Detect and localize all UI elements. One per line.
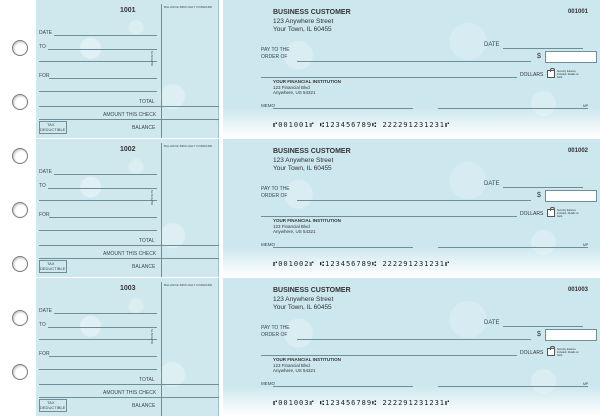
check-body xyxy=(223,0,600,138)
deductible-label: DEDUCTIBLE xyxy=(40,266,66,271)
balance-column xyxy=(161,143,219,277)
amount-this-check-label: AMOUNT THIS CHECK xyxy=(103,390,157,396)
stub-total-line xyxy=(39,384,219,385)
amount-box[interactable] xyxy=(545,190,597,202)
micr-line: ⑈001001⑈ ⑆123456789⑆ 222291231231⑈ xyxy=(273,121,451,129)
padlock-icon xyxy=(547,348,555,356)
stub-number: 1001 xyxy=(120,7,136,14)
total-label: TOTAL xyxy=(139,377,155,383)
business-address-line1: 123 Anywhere Street xyxy=(273,18,334,25)
memo-line[interactable] xyxy=(273,247,413,248)
memo-label: MEMO xyxy=(261,381,275,386)
stub-for-line-2[interactable] xyxy=(39,369,157,370)
bank-name: YOUR FINANCIAL INSTITUTION xyxy=(273,218,341,223)
amount-words-line[interactable] xyxy=(261,216,517,217)
check-stub xyxy=(36,139,219,277)
stub-for-line[interactable] xyxy=(49,78,157,79)
binder-hole xyxy=(12,202,28,218)
deductible-label: DEDUCTIBLE xyxy=(40,127,66,132)
business-name: BUSINESS CUSTOMER xyxy=(273,9,351,16)
pay-to-label: PAY TO THE xyxy=(261,47,290,53)
balance-brought-forward-label: BALANCE BROUGHT FORWARD xyxy=(164,283,213,287)
signature-line[interactable] xyxy=(438,108,588,109)
pay-to-label: PAY TO THE xyxy=(261,325,290,331)
deposits-label: DEPOSITS xyxy=(150,328,154,344)
order-of-label: ORDER OF xyxy=(261,54,288,60)
binder-hole xyxy=(12,256,28,272)
check-row xyxy=(36,278,600,416)
mp-label: MP xyxy=(583,104,589,108)
stub-to-line-2[interactable] xyxy=(39,200,157,201)
order-of-label: ORDER OF xyxy=(261,332,288,338)
micr-line: ⑈001002⑈ ⑆123456789⑆ 222291231231⑈ xyxy=(273,260,451,268)
check-number: 001002 xyxy=(567,148,588,154)
balance-label: BALANCE xyxy=(132,125,156,131)
stub-number: 1003 xyxy=(120,285,136,292)
dollars-label: DOLLARS xyxy=(520,72,544,78)
stub-for-line[interactable] xyxy=(49,217,157,218)
stub-amount-line xyxy=(39,258,219,259)
deposits-label: DEPOSITS xyxy=(150,50,154,66)
check-body xyxy=(223,139,600,277)
check-body xyxy=(223,278,600,416)
security-note: Security features included. Details on back. xyxy=(557,209,579,218)
balance-brought-forward-label: BALANCE BROUGHT FORWARD xyxy=(164,144,213,148)
check-stub xyxy=(36,0,219,138)
padlock-icon xyxy=(547,209,555,217)
check-stub xyxy=(36,278,219,416)
business-address-line1: 123 Anywhere Street xyxy=(273,296,334,303)
stub-total-line xyxy=(39,106,219,107)
security-note: Security features included. Details on back. xyxy=(557,348,579,357)
signature-line[interactable] xyxy=(438,247,588,248)
stub-to-label: TO xyxy=(39,183,46,189)
signature-line[interactable] xyxy=(438,386,588,387)
check-date-line[interactable] xyxy=(503,326,583,327)
memo-label: MEMO xyxy=(261,242,275,247)
balance-label: BALANCE xyxy=(132,264,156,270)
stub-to-label: TO xyxy=(39,322,46,328)
balance-brought-forward-label: BALANCE BROUGHT FORWARD xyxy=(164,5,213,9)
binder-hole xyxy=(12,40,28,56)
deposits-label: DEPOSITS xyxy=(150,189,154,205)
payee-line[interactable] xyxy=(297,339,531,340)
tax-label: TAX xyxy=(47,261,55,266)
balance-column xyxy=(161,282,219,416)
dollar-sign: $ xyxy=(537,331,541,338)
check-date-line[interactable] xyxy=(503,48,583,49)
business-name: BUSINESS CUSTOMER xyxy=(273,287,351,294)
balance-column xyxy=(161,4,219,138)
stub-date-label: DATE xyxy=(39,308,52,314)
amount-words-line[interactable] xyxy=(261,77,517,78)
stub-for-label: FOR xyxy=(39,212,50,218)
stub-to-line[interactable] xyxy=(48,188,157,189)
dollar-sign: $ xyxy=(537,53,541,60)
stub-amount-line xyxy=(39,397,219,398)
amount-this-check-label: AMOUNT THIS CHECK xyxy=(103,112,157,118)
bank-address-line2: Anywhere, US 54321 xyxy=(273,229,316,234)
stub-to-label: TO xyxy=(39,44,46,50)
check-row xyxy=(36,139,600,277)
stub-to-line[interactable] xyxy=(48,327,157,328)
payee-line[interactable] xyxy=(297,61,531,62)
check-number: 001001 xyxy=(567,9,588,15)
memo-label: MEMO xyxy=(261,103,275,108)
stub-date-line[interactable] xyxy=(54,174,157,175)
stub-for-line-2[interactable] xyxy=(39,230,157,231)
business-address-line1: 123 Anywhere Street xyxy=(273,157,334,164)
balance-label: BALANCE xyxy=(132,403,156,409)
business-address-line2: Your Town, IL 60455 xyxy=(273,26,332,33)
business-address-line2: Your Town, IL 60455 xyxy=(273,304,332,311)
tax-label: TAX xyxy=(47,122,55,127)
memo-line[interactable] xyxy=(273,386,413,387)
amount-this-check-label: AMOUNT THIS CHECK xyxy=(103,251,157,257)
check-row xyxy=(36,0,600,138)
check-number: 001003 xyxy=(567,287,588,293)
check-date-label: DATE xyxy=(484,181,500,187)
bank-address-line1: 123 Financial Blvd xyxy=(273,363,310,368)
stub-to-line-2[interactable] xyxy=(39,61,157,62)
stub-amount-line xyxy=(39,119,219,120)
dollars-label: DOLLARS xyxy=(520,350,544,356)
total-label: TOTAL xyxy=(139,238,155,244)
binder-hole xyxy=(12,148,28,164)
bank-address-line1: 123 Financial Blvd xyxy=(273,85,310,90)
pay-to-label: PAY TO THE xyxy=(261,186,290,192)
stub-date-line[interactable] xyxy=(54,35,157,36)
payee-line[interactable] xyxy=(297,200,531,201)
dollar-sign: $ xyxy=(537,192,541,199)
stub-date-label: DATE xyxy=(39,30,52,36)
bank-address-line1: 123 Financial Blvd xyxy=(273,224,310,229)
stub-number: 1002 xyxy=(120,146,136,153)
stub-for-label: FOR xyxy=(39,351,50,357)
check-date-label: DATE xyxy=(484,320,500,326)
amount-box[interactable] xyxy=(545,329,597,341)
bank-name: YOUR FINANCIAL INSTITUTION xyxy=(273,79,341,84)
stub-date-line[interactable] xyxy=(54,313,157,314)
mp-label: MP xyxy=(583,382,589,386)
binder-hole xyxy=(12,94,28,110)
stub-for-line[interactable] xyxy=(49,356,157,357)
amount-box[interactable] xyxy=(545,51,597,63)
check-date-line[interactable] xyxy=(503,187,583,188)
check-date-label: DATE xyxy=(484,42,500,48)
bank-name: YOUR FINANCIAL INSTITUTION xyxy=(273,357,341,362)
micr-line: ⑈001003⑈ ⑆123456789⑆ 222291231231⑈ xyxy=(273,399,451,407)
stub-to-line-2[interactable] xyxy=(39,339,157,340)
total-label: TOTAL xyxy=(139,99,155,105)
binder-hole xyxy=(12,310,28,326)
stub-for-line-2[interactable] xyxy=(39,91,157,92)
bank-address-line2: Anywhere, US 54321 xyxy=(273,90,316,95)
stub-total-line xyxy=(39,245,219,246)
security-note: Security features included. Details on back. xyxy=(557,70,579,79)
memo-line[interactable] xyxy=(273,108,413,109)
business-address-line2: Your Town, IL 60455 xyxy=(273,165,332,172)
amount-words-line[interactable] xyxy=(261,355,517,356)
business-name: BUSINESS CUSTOMER xyxy=(273,148,351,155)
binder-hole xyxy=(12,364,28,380)
deductible-label: DEDUCTIBLE xyxy=(40,405,66,410)
stub-date-label: DATE xyxy=(39,169,52,175)
dollars-label: DOLLARS xyxy=(520,211,544,217)
order-of-label: ORDER OF xyxy=(261,193,288,199)
stub-for-label: FOR xyxy=(39,73,50,79)
stub-to-line[interactable] xyxy=(48,49,157,50)
mp-label: MP xyxy=(583,243,589,247)
tax-label: TAX xyxy=(47,400,55,405)
bank-address-line2: Anywhere, US 54321 xyxy=(273,368,316,373)
padlock-icon xyxy=(547,70,555,78)
